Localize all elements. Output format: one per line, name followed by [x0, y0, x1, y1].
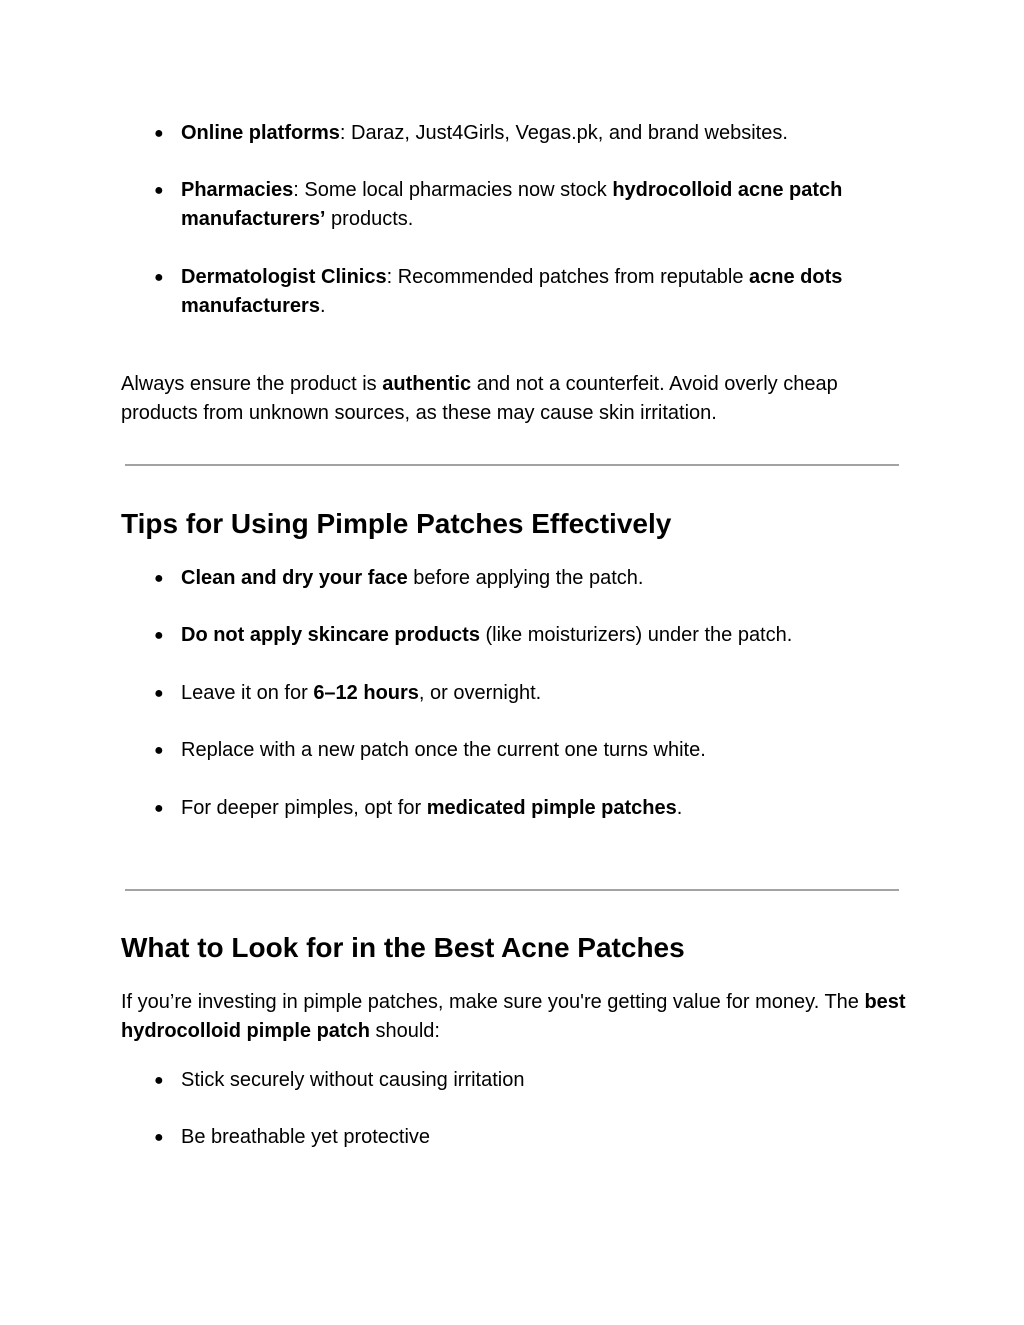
section-divider — [125, 464, 899, 466]
list-item-bold: Do not apply skincare products — [181, 624, 480, 646]
tips-heading: Tips for Using Pimple Patches Effectively — [121, 508, 672, 539]
bullet-icon: ● — [154, 627, 164, 644]
bullet-icon: ● — [154, 182, 164, 199]
list-item-bold: Pharmacies — [181, 179, 294, 201]
look-for-intro: If you’re investing in pimple patches, make sure you're getting value for money. The best hydrocolloid pimple patch should: — [121, 991, 906, 1042]
list-item-text: : Daraz, Just4Girls, Vegas.pk, and brand websites. — [339, 122, 788, 144]
list-item-text: For deeper pimples, opt for — [181, 797, 427, 819]
list-item-bold: medicated pimple patches — [426, 797, 677, 819]
bullet-icon: ● — [154, 269, 164, 286]
bullet-icon: ● — [154, 125, 164, 142]
list-item-bold: 6–12 hours — [313, 682, 419, 704]
list-item-bold: Clean and dry your face — [181, 567, 408, 589]
list-item-text: Stick securely without causing irritation — [181, 1069, 525, 1091]
list-item — [121, 1066, 911, 1095]
list-item-text: : Some local pharmacies now stock — [293, 179, 613, 201]
list-item-bold: acne dots manufacturers — [181, 266, 843, 317]
list-item — [121, 794, 911, 823]
bullet-icon: ● — [154, 1129, 164, 1146]
bullet-icon: ● — [154, 685, 164, 702]
list-item — [121, 176, 911, 234]
list-item-text: Leave it on for — [181, 682, 314, 704]
list-item-text: : Recommended patches from reputable — [386, 266, 750, 288]
list-item-text: . — [676, 797, 683, 819]
bullet-icon: ● — [154, 742, 164, 759]
list-item — [121, 564, 911, 593]
list-item-bold: hydrocolloid acne patch manufacturers’ — [181, 179, 843, 230]
list-item-text: . — [319, 295, 326, 317]
list-item-text: (like moisturizers) under the patch. — [479, 624, 793, 646]
list-item — [121, 736, 911, 765]
list-item-text: before applying the patch. — [407, 567, 644, 589]
list-item-text: products. — [325, 208, 414, 230]
look-for-heading: What to Look for in the Best Acne Patches — [121, 932, 685, 963]
list-item — [121, 621, 911, 650]
bullet-icon: ● — [154, 800, 164, 817]
section-divider — [125, 889, 899, 891]
list-item — [121, 679, 911, 708]
bullet-icon: ● — [154, 570, 164, 587]
list-item-text: Be breathable yet protective — [181, 1126, 431, 1148]
list-item — [121, 263, 911, 321]
list-item-bold: Dermatologist Clinics — [181, 266, 387, 288]
authenticity-note: Always ensure the product is authentic and not a counterfeit. Avoid overly cheap products from unknown sources, as these may cause skin irritation. — [121, 373, 838, 424]
list-item-text: Replace with a new patch once the current one turns white. — [181, 739, 706, 761]
list-item — [121, 119, 911, 148]
list-item-bold: Online platforms — [181, 122, 340, 144]
bullet-icon: ● — [154, 1072, 164, 1089]
list-item-text: , or overnight. — [418, 682, 542, 704]
list-item — [121, 1123, 911, 1152]
